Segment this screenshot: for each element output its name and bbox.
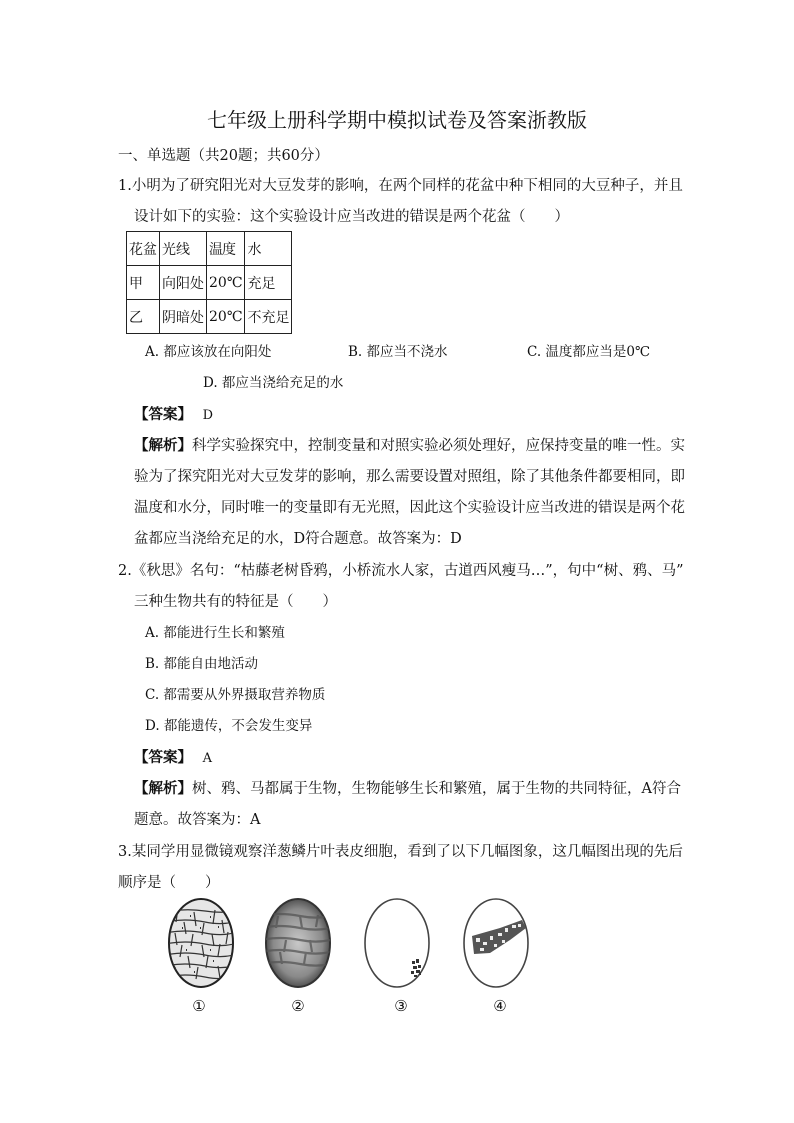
table-header-cell: 温度 [207, 232, 245, 266]
table-cell: 不充足 [245, 300, 292, 334]
q1-option-b: B. 都应当不浇水 [348, 344, 448, 360]
q2-option-a: A. 都能进行生长和繁殖 [145, 625, 285, 641]
q1-analysis-line-1 [134, 436, 685, 456]
q2-stem-line-2: 三种生物共有的特征是（ ） [134, 594, 337, 610]
q2-option-d: D. 都能遗传，不会发生变异 [145, 718, 313, 734]
microscope-view-1 [165, 899, 240, 987]
table-header-cell: 花盆 [127, 232, 160, 266]
q1-stem-line-2: 设计如下的实验：这个实验设计应当改进的错误是两个花盆（ ） [134, 209, 569, 225]
table-cell: 乙 [127, 300, 160, 334]
q2-answer [134, 748, 212, 769]
table-row [127, 266, 292, 300]
q1-experiment-table [126, 231, 292, 334]
q1-option-c: C. 温度都应当是0℃ [527, 344, 651, 360]
q1-analysis-line-3: 温度和水分，同时唯一的变量即有无光照，因此这个实验设计应当改进的错误是两个花 [134, 500, 685, 516]
answer-tag: 【答案】 [134, 749, 192, 766]
q1-option-a: A. 都应该放在向阳处 [145, 344, 272, 360]
analysis-tag: 【解析】 [134, 437, 192, 454]
q1-answer [134, 405, 213, 426]
q1-stem-line-1: 1.小明为了研究阳光对大豆发芽的影响，在两个同样的花盆中种下相同的大豆种子，并且 [118, 178, 683, 194]
table-header-cell: 光线 [160, 232, 207, 266]
q1-analysis-line-4: 盆都应当浇给充足的水，D符合题意。故答案为：D [134, 531, 462, 547]
table-cell: 充足 [245, 266, 292, 300]
page-title: 七年级上册科学期中模拟试卷及答案浙教版 [207, 108, 587, 132]
q3-stem-line-1: 3.某同学用显微镜观察洋葱鳞片叶表皮细胞，看到了以下几幅图象，这几幅图出现的先后 [118, 844, 683, 860]
table-header-cell: 水 [245, 232, 292, 266]
answer-value: A [202, 751, 212, 766]
analysis-tag: 【解析】 [134, 780, 192, 797]
table-cell: 20℃ [207, 300, 245, 334]
q3-microscope-figures [160, 898, 540, 1018]
table-cell: 向阳处 [160, 266, 207, 300]
answer-value: D [202, 408, 214, 423]
figure-label-4: ④ [493, 997, 507, 1015]
analysis-text: 树、鸦、马都属于生物，生物能够生长和繁殖，属于生物的共同特征，A符合 [192, 781, 681, 797]
table-row [127, 300, 292, 334]
analysis-text: 科学实验探究中，控制变量和对照实验必须处理好，应保持变量的唯一性。实 [192, 438, 685, 454]
table-header-row [127, 232, 292, 266]
q2-option-c: C. 都需要从外界摄取营养物质 [145, 687, 326, 703]
q3-stem-line-2: 顺序是（ ） [118, 875, 220, 891]
q2-option-b: B. 都能自由地活动 [145, 656, 259, 672]
q2-analysis-line-1 [134, 779, 681, 799]
answer-tag: 【答案】 [134, 406, 192, 423]
figure-label-3: ③ [394, 997, 408, 1015]
table-cell: 20℃ [207, 266, 245, 300]
section-heading: 一、单选题（共20题；共60分） [118, 148, 329, 164]
q1-analysis-line-2: 验为了探究阳光对大豆发芽的影响，那么需要设置对照组，除了其他条件都要相同，即 [134, 469, 685, 485]
q1-option-d: D. 都应当浇给充足的水 [203, 375, 344, 391]
microscope-view-3 [365, 899, 429, 987]
microscope-view-2 [260, 899, 338, 987]
figure-label-1: ① [192, 997, 206, 1015]
table-cell: 甲 [127, 266, 160, 300]
figure-label-2: ② [291, 997, 305, 1015]
table-cell: 阴暗处 [160, 300, 207, 334]
q2-analysis-line-2: 题意。故答案为：A [134, 812, 261, 828]
q2-stem-line-1: 2.《秋思》名句：“枯藤老树昏鸦，小桥流水人家，古道西风瘦马…”，句中“树、鸦、马” [118, 563, 684, 579]
microscope-view-4 [464, 899, 528, 987]
